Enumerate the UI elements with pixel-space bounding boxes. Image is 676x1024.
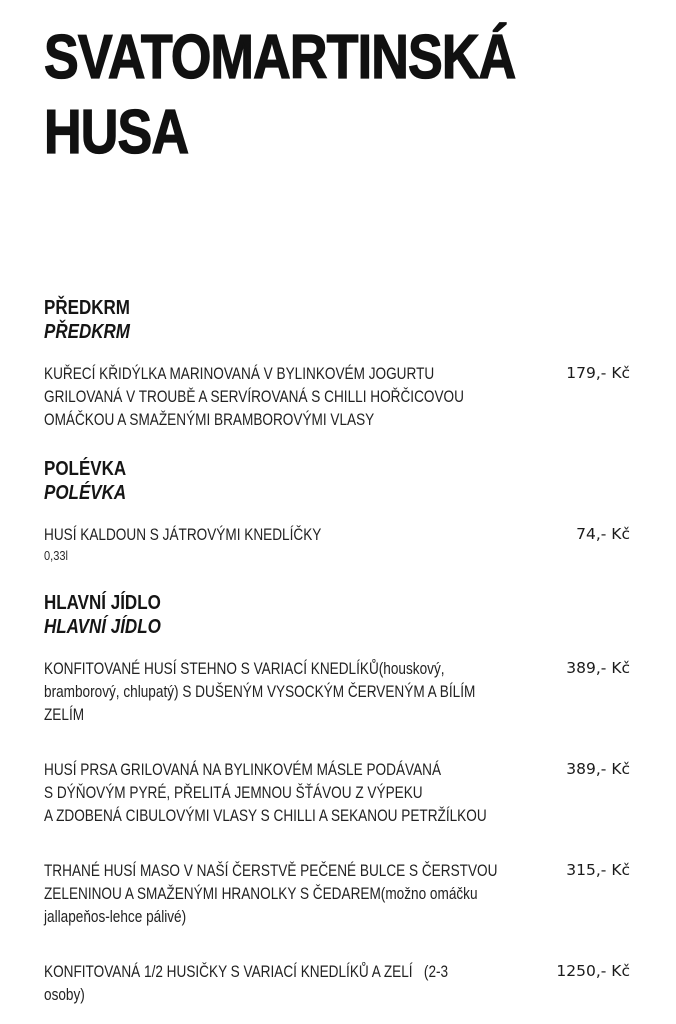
item-name-line: jallapeňos-lehce pálivé) — [44, 907, 187, 926]
section-heading-italic — [44, 615, 630, 639]
section-items — [44, 523, 630, 565]
menu-item-konfitovana-husicka — [44, 960, 630, 1006]
section-heading-italic-text: PŘEDKRM — [44, 321, 130, 343]
section-heading — [44, 457, 630, 481]
section-heading — [44, 591, 630, 615]
item-name-line: S DÝŇOVÝM PYRÉ, PŘELITÁ JEMNOU ŠŤÁVOU Z VÝPEKU — [44, 783, 423, 802]
item-name — [44, 523, 540, 546]
section-heading-italic — [44, 320, 630, 344]
item-price: 315,- Kč — [566, 861, 630, 879]
menu-item-kureci-kridylka — [44, 362, 630, 431]
menu-item-konfitovane-stehno — [44, 657, 630, 726]
page-title-line1: SVATOMARTINSKÁ — [44, 23, 516, 92]
item-price: 389,- Kč — [566, 659, 630, 677]
item-name-line: KONFITOVANÉ HUSÍ STEHNO S VARIACÍ KNEDLÍKŮ(houskový, — [44, 659, 445, 678]
item-name-line: TRHANÉ HUSÍ MASO V NAŠÍ ČERSTVĚ PEČENÉ BULCE S ČERSTVOU — [44, 861, 498, 880]
section-heading-italic-text: POLÉVKA — [44, 482, 127, 504]
item-name — [44, 758, 540, 827]
page-title — [44, 20, 630, 170]
section-heading-italic — [44, 481, 630, 505]
section-heading-text: PŘEDKRM — [44, 297, 130, 319]
item-name-line: KUŘECÍ KŘIDÝLKA MARINOVANÁ V BYLINKOVÉM JOGURTU — [44, 364, 435, 383]
section-heading-text: HLAVNÍ JÍDLO — [44, 592, 161, 614]
item-name-line: A ZDOBENÁ CIBULOVÝMI VLASY S CHILLI A SEKANOU PETRŽÍLKOU — [44, 806, 487, 825]
section-heading-italic-text: HLAVNÍ JÍDLO — [44, 616, 161, 638]
item-name-line: bramborový, chlupatý) S DUŠENÝM VYSOCKÝM ČERVENÝM A BÍLÍM — [44, 682, 476, 701]
item-name-line: GRILOVANÁ V TROUBĚ A SERVÍROVANÁ S CHILLI HOŘČICOVOU — [44, 387, 464, 406]
item-name — [44, 657, 540, 726]
menu-item-trhane-maso — [44, 859, 630, 928]
item-name-line: ZELENINOU A SMAŽENÝMI HRANOLKY S ČEDAREM(možno omáčku — [44, 884, 478, 903]
item-name-line: HUSÍ PRSA GRILOVANÁ NA BYLINKOVÉM MÁSLE PODÁVANÁ — [44, 760, 442, 779]
section-items — [44, 362, 630, 431]
menu-item-husi-kaldoun — [44, 523, 630, 565]
section-heading — [44, 296, 630, 320]
section-items — [44, 657, 630, 1006]
item-price: 389,- Kč — [566, 760, 630, 778]
section-polevka — [44, 457, 630, 565]
item-name — [44, 859, 540, 928]
section-predkrm — [44, 296, 630, 431]
section-hlavni-jidlo — [44, 591, 630, 1006]
item-name — [44, 960, 540, 1006]
item-price: 1250,- Kč — [556, 962, 630, 980]
item-name-line: KONFITOVANÁ 1/2 HUSIČKY S VARIACÍ KNEDLÍKŮ A ZELÍ (2-3 — [44, 962, 449, 981]
section-heading-text: POLÉVKA — [44, 458, 127, 480]
item-name-line: HUSÍ KALDOUN S JÁTROVÝMI KNEDLÍČKY — [44, 525, 322, 544]
item-price: 179,- Kč — [566, 364, 630, 382]
item-name-line: osoby) — [44, 985, 85, 1004]
page-title-line2: HUSA — [44, 98, 189, 167]
item-volume-note: 0,33l — [44, 548, 68, 563]
item-price: 74,- Kč — [576, 525, 630, 543]
menu-item-husi-prsa — [44, 758, 630, 827]
item-name-line: ZELÍM — [44, 705, 85, 724]
item-name — [44, 362, 540, 431]
item-name-line: OMÁČKOU A SMAŽENÝMI BRAMBOROVÝMI VLASY — [44, 410, 375, 429]
